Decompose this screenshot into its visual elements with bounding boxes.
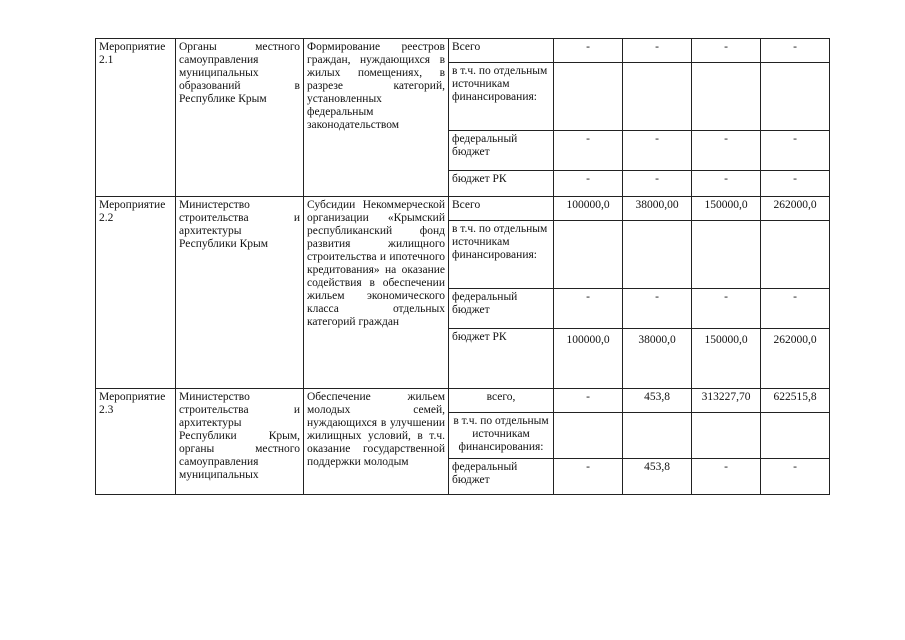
value-cell — [554, 413, 623, 459]
value-cell — [761, 413, 830, 459]
value-cell: 150000,0 — [692, 197, 761, 221]
source-label: в т.ч. по отдельным источникам финансирования: — [449, 221, 554, 289]
value-cell: - — [692, 171, 761, 197]
value-cell — [554, 63, 623, 131]
value-cell — [623, 221, 692, 289]
value-cell — [761, 63, 830, 131]
value-cell: - — [692, 39, 761, 63]
value-cell — [623, 63, 692, 131]
value-cell: 100000,0 — [554, 329, 623, 389]
activity-cell: Мероприятие 2.1 — [96, 39, 176, 197]
value-cell: 38000,00 — [623, 197, 692, 221]
source-label: в т.ч. по отдельным источникам финансирования: — [449, 63, 554, 131]
value-cell: 453,8 — [623, 459, 692, 495]
value-cell — [692, 63, 761, 131]
value-cell: - — [761, 131, 830, 171]
activity-cell: Мероприятие 2.3 — [96, 389, 176, 495]
value-cell: - — [623, 39, 692, 63]
table-row — [96, 39, 830, 63]
value-cell: - — [623, 289, 692, 329]
value-cell: 262000,0 — [761, 329, 830, 389]
value-cell: - — [761, 289, 830, 329]
value-cell: 100000,0 — [554, 197, 623, 221]
value-cell: 262000,0 — [761, 197, 830, 221]
source-label: федеральный бюджет — [449, 289, 554, 329]
table-row — [96, 197, 830, 221]
source-label: бюджет РК — [449, 171, 554, 197]
value-cell: - — [623, 131, 692, 171]
value-cell: - — [692, 289, 761, 329]
value-cell: 453,8 — [623, 389, 692, 413]
description-cell: Субсидии Некоммерческой организации «Крымский республиканский фонд развития жилищного строительства и ипотечного кредитования» на оказание содействия в обеспечении жильем экономического класса отдельных категорий граждан — [304, 197, 449, 389]
executor-cell: Министерство строительства и архитектуры Республики Крым, органы местного самоуправления муниципальных — [176, 389, 304, 495]
description-cell: Формирование реестров граждан, нуждающихся в жилых помещениях, в разрезе категорий, установленных федеральным законодательством — [304, 39, 449, 197]
source-label: в т.ч. по отдельным источникам финансирования: — [449, 413, 554, 459]
value-cell: - — [554, 131, 623, 171]
activity-cell: Мероприятие 2.2 — [96, 197, 176, 389]
value-cell: 313227,70 — [692, 389, 761, 413]
value-cell — [554, 221, 623, 289]
value-cell: - — [554, 39, 623, 63]
value-cell — [692, 413, 761, 459]
value-cell — [692, 221, 761, 289]
source-label: всего, — [449, 389, 554, 413]
value-cell: - — [761, 459, 830, 495]
value-cell: - — [554, 459, 623, 495]
value-cell: - — [554, 289, 623, 329]
value-cell: - — [623, 171, 692, 197]
value-cell: - — [692, 131, 761, 171]
value-cell: 150000,0 — [692, 329, 761, 389]
source-label: федеральный бюджет — [449, 131, 554, 171]
value-cell: - — [761, 171, 830, 197]
table-row — [96, 389, 830, 413]
value-cell: - — [692, 459, 761, 495]
source-label: бюджет РК — [449, 329, 554, 389]
financing-table — [95, 38, 830, 495]
value-cell: - — [761, 39, 830, 63]
source-label: Всего — [449, 39, 554, 63]
value-cell — [623, 413, 692, 459]
source-label: Всего — [449, 197, 554, 221]
executor-cell: Органы местного самоуправления муниципальных образований в Республике Крым — [176, 39, 304, 197]
value-cell: - — [554, 171, 623, 197]
value-cell: - — [554, 389, 623, 413]
value-cell — [761, 221, 830, 289]
value-cell: 38000,0 — [623, 329, 692, 389]
value-cell: 622515,8 — [761, 389, 830, 413]
source-label: федеральный бюджет — [449, 459, 554, 495]
description-cell: Обеспечение жильем молодых семей, нуждающихся в улучшении жилищных условий, в т.ч. оказание государственной поддержки молодым — [304, 389, 449, 495]
executor-cell: Министерство строительства и архитектуры Республики Крым — [176, 197, 304, 389]
